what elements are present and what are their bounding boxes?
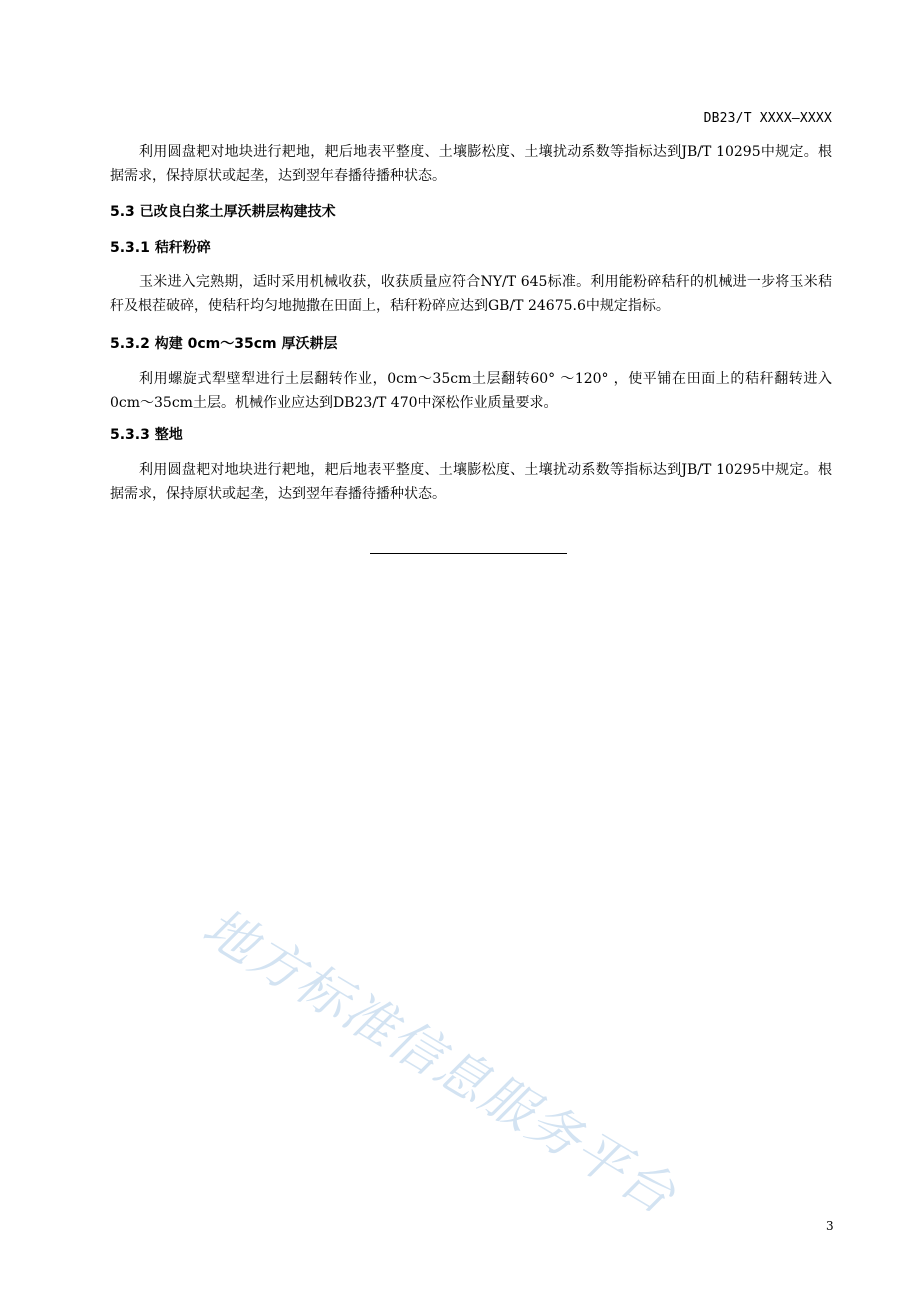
section-5-3-heading: 5.3 已改良白浆土厚沃耕层构建技术 (110, 204, 336, 220)
end-of-document-rule (370, 553, 567, 554)
section-5-3-1-paragraph: 玉米进入完熟期，适时采用机械收获，收获质量应符合NY/T 645标准。利用能粉碎秸秆的机械进一步将玉米秸秆及根茬破碎，使秸秆均匀地抛撒在田面上，秸秆粉碎应达到GB/T 24675.6中规定指标。 (110, 274, 832, 314)
section-5-3-3-paragraph: 利用圆盘耙对地块进行耙地，耙后地表平整度、土壤膨松度、土壤扰动系数等指标达到JB/T 10295中规定。根据需求，保持原状或起垄，达到翌年春播待播种状态。 (110, 462, 832, 502)
section-5-3-2-heading: 5.3.2 构建 0cm～35cm 厚沃耕层 (110, 336, 338, 352)
watermark: 地方标准信息服务平台 (192, 897, 687, 1227)
page-number: 3 (826, 1219, 834, 1233)
document-code-header: DB23/T XXXX—XXXX (703, 111, 832, 126)
section-5-3-1-heading: 5.3.1 秸秆粉碎 (110, 240, 211, 256)
section-5-3-3-heading: 5.3.3 整地 (110, 427, 183, 443)
intro-paragraph: 利用圆盘耙对地块进行耙地，耙后地表平整度、土壤膨松度、土壤扰动系数等指标达到JB/T 10295中规定。根据需求，保持原状或起垄，达到翌年春播待播种状态。 (110, 144, 832, 184)
section-5-3-2-paragraph: 利用螺旋式犁壁犁进行土层翻转作业，0cm～35cm土层翻转60° ～120° ，使平铺在田面上的秸秆翻转进入0cm～35cm土层。机械作业应达到DB23/T 470中深松作业质量要求。 (110, 371, 832, 411)
